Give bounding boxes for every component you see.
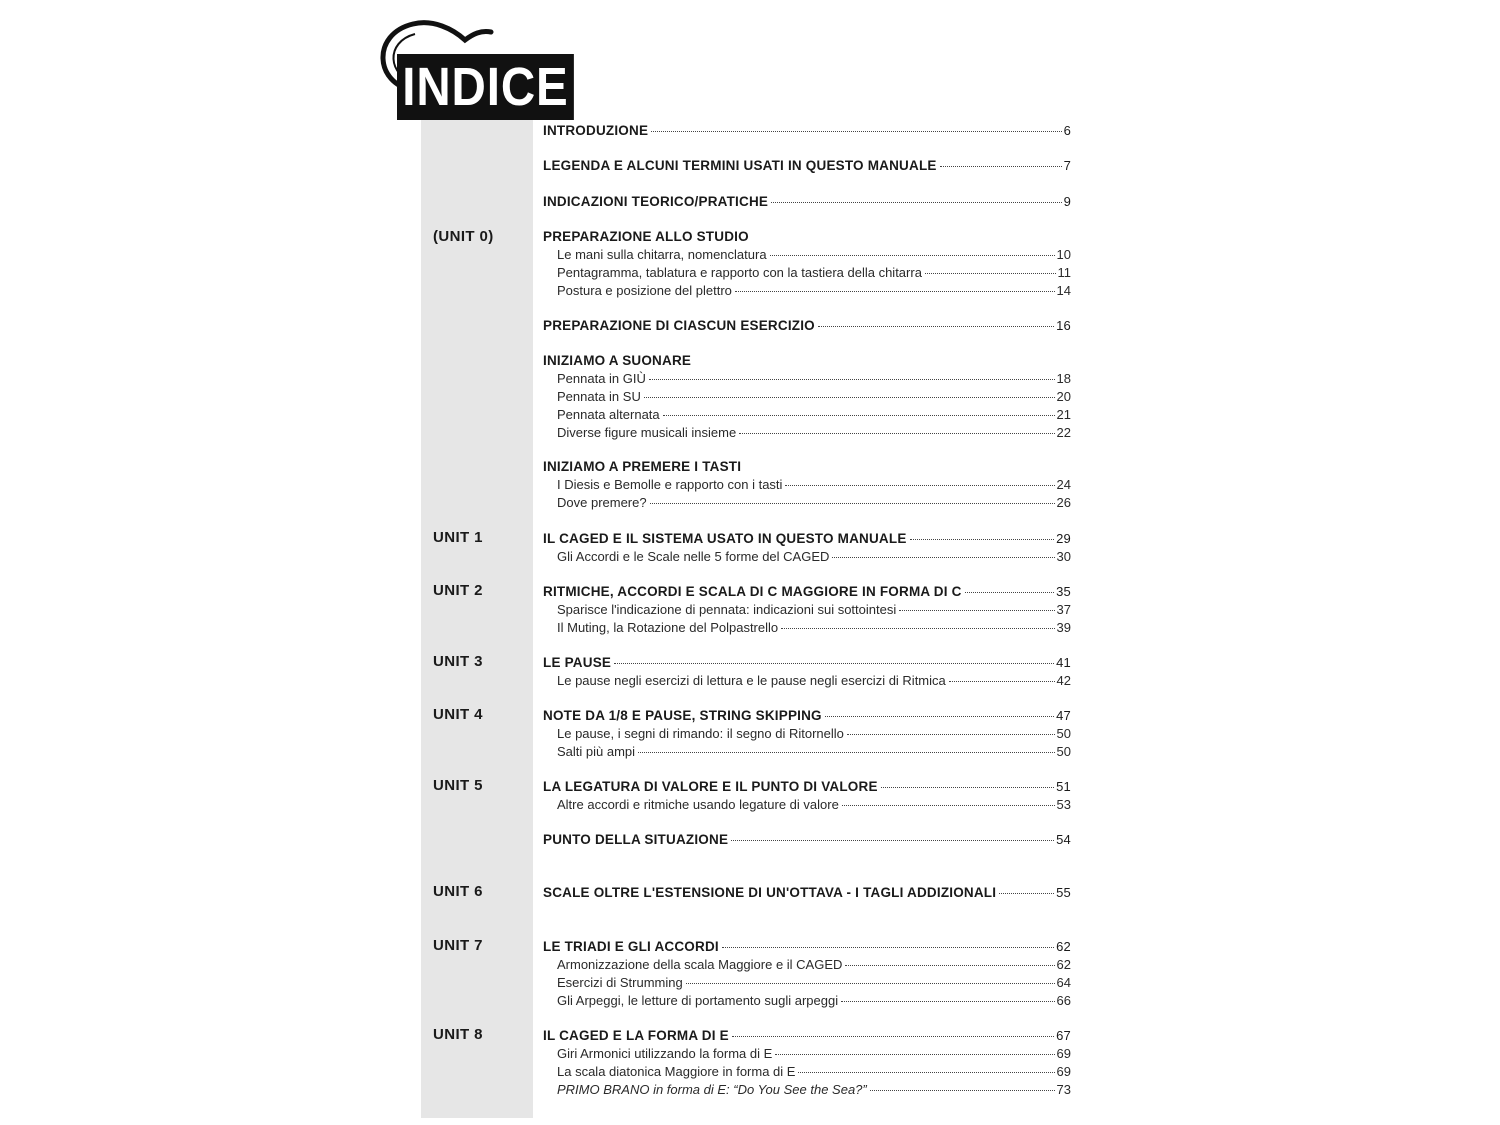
toc-page: 21 [1056,407,1071,422]
unit-label: UNIT 7 [433,937,483,954]
toc-title: IL CAGED E LA FORMA DI E [543,1028,729,1043]
toc-page: 22 [1056,425,1071,440]
toc-entry [557,477,1071,492]
toc-entry [557,1082,1071,1097]
toc-page: 64 [1056,975,1071,990]
toc-title: Diverse figure musicali insieme [557,425,737,440]
toc-page: 66 [1056,993,1071,1008]
toc-entry [543,123,1071,138]
toc-title: Gli Arpeggi, le letture di portamento sugli arpeggi [557,993,839,1008]
toc-page: 37 [1056,602,1071,617]
toc-page: 39 [1056,620,1071,635]
unit-label: (UNIT 0) [433,228,494,245]
toc-section-title: INIZIAMO A SUONARE [543,353,692,368]
toc-title: Sparisce l'indicazione di pennata: indicazioni sui sottointesi [557,602,897,617]
toc-title: PUNTO DELLA SITUAZIONE [543,832,729,847]
toc-entry [543,655,1071,670]
toc-entry [557,425,1071,440]
toc-entry [557,549,1071,564]
toc-entry [557,726,1071,741]
toc-entry [557,495,1071,510]
unit-label: UNIT 1 [433,529,483,546]
toc-page: 20 [1056,389,1071,404]
toc-entry [543,939,1071,954]
toc-page: 73 [1056,1082,1071,1097]
toc-page: 35 [1056,584,1071,599]
toc-entry [557,975,1071,990]
toc-title: Le mani sulla chitarra, nomenclatura [557,247,767,262]
toc-entry [557,371,1071,386]
toc-page: 62 [1056,939,1071,954]
toc-page: 55 [1056,885,1071,900]
toc-page: 42 [1056,673,1071,688]
toc-title: LE PAUSE [543,655,612,670]
toc-entry [557,797,1071,812]
toc-entry [557,407,1071,422]
toc-entry [557,993,1071,1008]
unit-label: UNIT 5 [433,777,483,794]
toc-page: 54 [1056,832,1071,847]
toc-page: 18 [1056,371,1071,386]
toc-title: Armonizzazione della scala Maggiore e il CAGED [557,957,843,972]
toc-entry [543,832,1071,847]
toc-page: 53 [1056,797,1071,812]
toc-title: NOTE DA 1/8 E PAUSE, STRING SKIPPING [543,708,822,723]
toc-page: 14 [1056,283,1071,298]
toc-entry [557,957,1071,972]
toc-page: 47 [1056,708,1071,723]
toc-title: INTRODUZIONE [543,123,649,138]
toc-entry [543,194,1071,209]
toc-title: Dove premere? [557,495,647,510]
unit-label: UNIT 6 [433,883,483,900]
toc-entry [543,885,1071,900]
toc-entry [557,247,1071,262]
toc-entry [557,1046,1071,1061]
toc-page: 9 [1063,194,1071,209]
toc-section-title: INIZIAMO A PREMERE I TASTI [543,459,742,474]
toc-title: RITMICHE, ACCORDI E SCALA DI C MAGGIORE IN FORMA DI C [543,584,962,599]
unit-label: UNIT 8 [433,1026,483,1043]
toc-page: 50 [1056,726,1071,741]
toc-page: 10 [1056,247,1071,262]
toc-title: Gli Accordi e le Scale nelle 5 forme del CAGED [557,549,830,564]
toc-title: LEGENDA E ALCUNI TERMINI USATI IN QUESTO MANUALE [543,158,937,173]
toc-entry [557,673,1071,688]
toc-title: PREPARAZIONE DI CIASCUN ESERCIZIO [543,318,815,333]
toc-page: 62 [1056,957,1071,972]
toc-title: Le pause, i segni di rimando: il segno di Ritornello [557,726,844,741]
toc-title: Pennata in GIÙ [557,371,646,386]
toc-title: PRIMO BRANO in forma di E: “Do You See the Sea?” [557,1082,867,1097]
toc-title: SCALE OLTRE L'ESTENSIONE DI UN'OTTAVA - I TAGLI ADDIZIONALI [543,885,997,900]
toc-title: LA LEGATURA DI VALORE E IL PUNTO DI VALORE [543,779,878,794]
toc-entry [543,158,1071,173]
toc-section-title: PREPARAZIONE ALLO STUDIO [543,229,749,244]
toc-entry [557,620,1071,635]
toc-entry [557,265,1071,280]
toc-entry [557,602,1071,617]
toc-entry [557,1064,1071,1079]
unit-label: UNIT 4 [433,706,483,723]
toc-page: 69 [1056,1046,1071,1061]
toc-page: 51 [1056,779,1071,794]
toc-page: 69 [1056,1064,1071,1079]
toc-entry [543,1028,1071,1043]
unit-label: UNIT 2 [433,582,483,599]
toc-title: Altre accordi e ritmiche usando legature di valore [557,797,839,812]
toc-entry [557,744,1071,759]
toc-entry [557,389,1071,404]
toc-page: 29 [1056,531,1071,546]
toc-page: 7 [1063,158,1071,173]
toc-title: Pennata alternata [557,407,660,422]
toc-page: 30 [1056,549,1071,564]
toc-title: IL CAGED E IL SISTEMA USATO IN QUESTO MANUALE [543,531,907,546]
toc-page: 67 [1056,1028,1071,1043]
toc-title: Le pause negli esercizi di lettura e le pause negli esercizi di Ritmica [557,673,946,688]
toc-page: 11 [1057,265,1071,280]
toc-page: 26 [1056,495,1071,510]
toc-page: 6 [1063,123,1071,138]
toc-entry [557,283,1071,298]
logo-title: INDICE [397,54,574,120]
toc-title: I Diesis e Bemolle e rapporto con i tasti [557,477,783,492]
toc-entry [543,584,1071,599]
toc-title: INDICAZIONI TEORICO/PRATICHE [543,194,769,209]
toc-page: 41 [1056,655,1071,670]
toc-title: Il Muting, la Rotazione del Polpastrello [557,620,779,635]
toc-entry [543,708,1071,723]
toc-page: 16 [1056,318,1071,333]
toc-title: Esercizi di Strumming [557,975,683,990]
toc-title: LE TRIADI E GLI ACCORDI [543,939,719,954]
toc-title: Pennata in SU [557,389,641,404]
unit-label: UNIT 3 [433,653,483,670]
toc-title: Salti più ampi [557,744,636,759]
toc-title: Pentagramma, tablatura e rapporto con la tastiera della chitarra [557,265,922,280]
toc-title: Giri Armonici utilizzando la forma di E [557,1046,773,1061]
toc-title: La scala diatonica Maggiore in forma di E [557,1064,796,1079]
toc-title: Postura e posizione del plettro [557,283,732,298]
toc-page: 50 [1056,744,1071,759]
toc-page: 24 [1056,477,1071,492]
toc-entry [543,779,1071,794]
toc-entry [543,318,1071,333]
toc-entry [543,531,1071,546]
